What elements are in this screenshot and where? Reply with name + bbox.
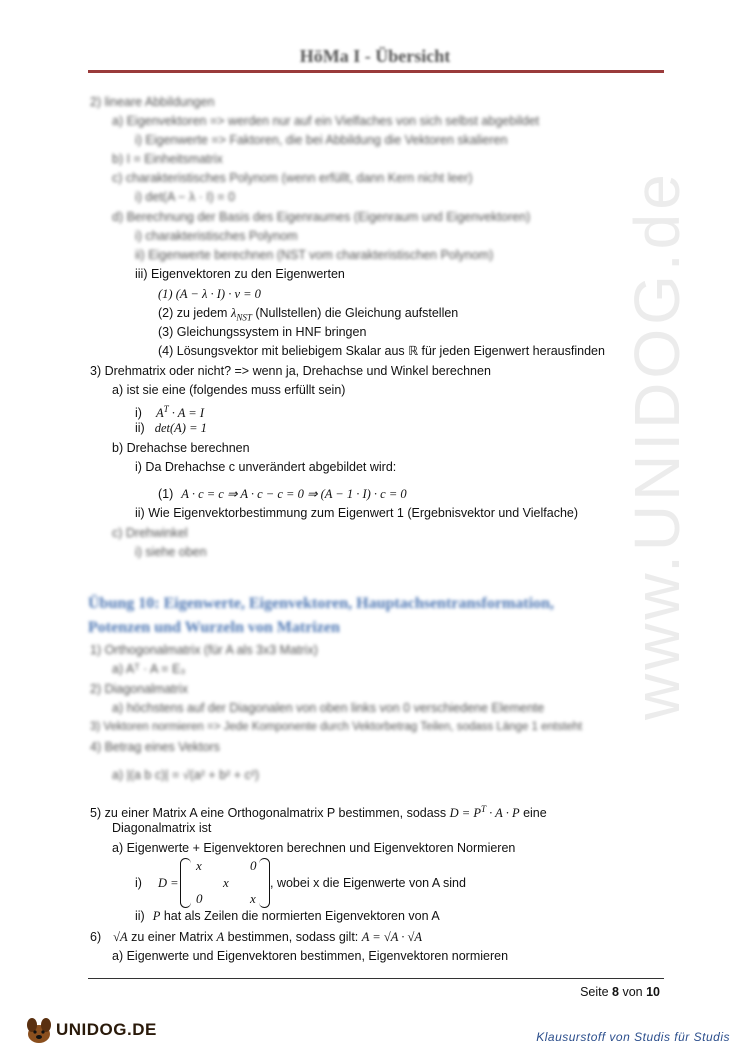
text-fragment: bestimmen, sodass gilt: <box>224 930 362 944</box>
section-2-d-iii-3: (3) Gleichungssystem in HNF bringen <box>158 325 367 339</box>
section-heading-line-1: Übung 10: Eigenwerte, Eigenvektoren, Hauptachsentransformation, <box>88 595 554 612</box>
section-3-a-ii <box>135 420 207 436</box>
uebung-item-6 <box>90 929 422 945</box>
uebung-item-5-a-i-D: D = <box>158 876 179 890</box>
math-lambda: λ <box>230 306 237 320</box>
text-fragment: 5) zu einer Matrix A eine Orthogonalmatrix P bestimmen, sodass <box>90 806 450 821</box>
section-2-d-i: i) charakteristisches Polynom <box>135 229 298 243</box>
page-total: 10 <box>646 985 660 999</box>
diagonal-matrix <box>180 858 270 908</box>
text-fragment: hat als Zeilen die normierten Eigenvektoren von A <box>160 909 440 923</box>
section-2-d-ii: ii) Eigenwerte berechnen (NST vom charakteristischen Polynom) <box>135 248 494 262</box>
footer-rule <box>88 978 664 979</box>
uebung-item-5-line-2: Diagonalmatrix ist <box>112 821 212 835</box>
section-3-b-i-1 <box>158 486 407 502</box>
uebung-item-3: 3) Vektoren normieren => Jede Komponente durch Vektorbetrag Teilen, sodass Länge 1 entsteht <box>90 721 583 733</box>
matrix-cell: 0 <box>250 858 257 873</box>
section-3-b: b) Drehachse berechnen <box>112 441 250 455</box>
section-2-a: a) Eigenvektoren => werden nur auf ein Vielfaches von sich selbst abgebildet <box>112 114 540 128</box>
text-fragment: (Nullstellen) die Gleichung aufstellen <box>251 306 459 320</box>
math-sqrtA: √A <box>113 930 128 944</box>
logo-text: UNIDOG.DE <box>56 1020 157 1039</box>
section-3-a-i <box>135 401 204 421</box>
section-3-c: c) Drehwinkel <box>112 526 188 540</box>
section-2-d-iii-1: (1) (A − λ · I) · v = 0 <box>158 287 261 301</box>
uebung-item-4-a: a) |(a b c)| = √(a² + b² + c²) <box>112 768 260 782</box>
uebung-item-1-a: a) Aᵀ · A = E₃ <box>112 662 186 676</box>
text-fragment: (2) zu jedem <box>158 306 231 320</box>
matrix-cell: x <box>223 875 229 890</box>
uebung-item-4: 4) Betrag eines Vektors <box>90 740 220 754</box>
uebung-item-5-a: a) Eigenwerte + Eigenvektoren berechnen und Eigenvektoren Normieren <box>112 841 516 855</box>
uebung-item-6-a: a) Eigenwerte und Eigenvektoren bestimmen, Eigenvektoren normieren <box>112 949 509 963</box>
math-D: D = P <box>449 806 482 821</box>
math-subscript: NST <box>236 312 252 323</box>
page-mid: von <box>618 985 647 999</box>
footer-tagline: Klausurstoff von Studis für Studis <box>536 1030 730 1044</box>
label: i) <box>135 406 142 421</box>
math-rest: · A = I <box>168 406 205 421</box>
text-fragment: zu einer Matrix <box>127 930 217 944</box>
math-A: A <box>216 930 225 944</box>
uebung-item-1: 1) Orthogonalmatrix (für A als 3x3 Matrix) <box>90 643 318 657</box>
page-header-title: HöMa I - Übersicht <box>299 46 451 66</box>
section-2-a-i: i) Eigenwerte => Faktoren, die bei Abbildung die Vektoren skalieren <box>135 133 508 147</box>
section-2-title: 2) lineare Abbildungen <box>90 95 215 109</box>
uebung-item-5-a-ii <box>135 908 440 924</box>
section-2-c-i: i) det(A − λ · I) = 0 <box>135 190 236 204</box>
watermark-text: www.UNIDOG.de <box>621 170 693 720</box>
math-sup: T <box>481 804 487 814</box>
unidog-logo[interactable] <box>22 1015 162 1045</box>
section-heading-line-2: Potenzen und Wurzeln von Matrizen <box>88 619 340 636</box>
uebung-item-5-a-i-text: , wobei x die Eigenwerte von A sind <box>270 876 466 890</box>
page-current: 8 <box>612 985 619 999</box>
matrix-cell: 0 <box>196 891 203 906</box>
section-2-d-iii: iii) Eigenvektoren zu den Eigenwerten <box>135 267 345 281</box>
math-sup: T <box>163 404 169 414</box>
section-2-d-iii-2 <box>158 305 458 326</box>
uebung-item-2-a: a) höchstens auf der Diagonalen von oben links von 0 verschiedene Elemente <box>112 701 545 715</box>
math-rest: · A · P <box>486 806 520 821</box>
section-2-d: d) Berechnung der Basis des Eigenraumes (Eigenraum und Eigenvektoren) <box>112 210 531 224</box>
math-P: P <box>152 909 161 923</box>
section-3-b-ii: ii) Wie Eigenvektorbestimmung zum Eigenwert 1 (Ergebnisvektor und Vielfache) <box>135 506 579 520</box>
section-3-c-i: i) siehe oben <box>135 545 207 559</box>
matrix-cell: x <box>196 858 202 873</box>
text-fragment: eine <box>519 806 547 821</box>
section-2-b: b) I = Einheitsmatrix <box>112 152 223 166</box>
uebung-item-5 <box>90 801 547 821</box>
label: ii) <box>135 421 145 435</box>
math-equation: A = √A · √A <box>361 930 422 944</box>
header-rule <box>88 70 664 73</box>
matrix-bracket-left <box>180 858 191 908</box>
section-3-title: 3) Drehmatrix oder nicht? => wenn ja, Drehachse und Winkel berechnen <box>90 364 491 378</box>
label: ii) <box>135 909 145 923</box>
math: det(A) = 1 <box>154 421 207 435</box>
math-base: A <box>155 406 164 421</box>
uebung-item-2: 2) Diagonalmatrix <box>90 682 188 696</box>
label: 6) <box>90 930 102 944</box>
section-3-a: a) ist sie eine (folgendes muss erfüllt sein) <box>112 383 346 397</box>
dog-icon <box>22 1015 56 1045</box>
matrix-bracket-right <box>259 858 270 908</box>
math: A · c = c ⇒ A · c − c = 0 ⇒ (A − 1 · I) · c = 0 <box>181 487 407 501</box>
matrix-cell: x <box>250 891 256 906</box>
section-2-d-iii-4: (4) Lösungsvektor mit beliebigem Skalar aus ℝ für jeden Eigenwert herausfinden <box>158 344 605 358</box>
page-prefix: Seite <box>580 985 613 999</box>
section-3-b-i: i) Da Drehachse c unverändert abgebildet wird: <box>135 460 397 474</box>
section-2-c: c) charakteristisches Polynom (wenn erfüllt, dann Kern nicht leer) <box>112 171 473 185</box>
page-number <box>580 985 660 999</box>
uebung-item-5-a-i-label: i) <box>135 876 142 890</box>
label: (1) <box>158 487 174 501</box>
